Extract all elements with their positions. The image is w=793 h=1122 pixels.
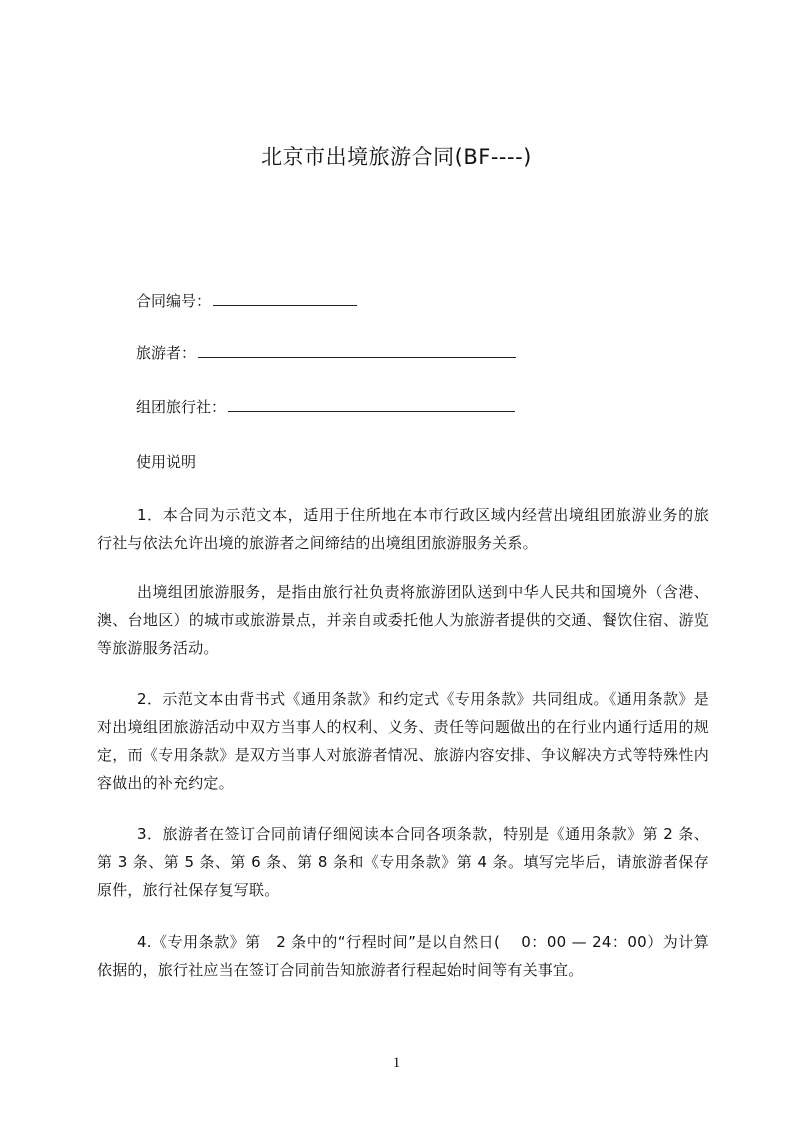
contract-number-blank[interactable] [213,290,357,306]
agency-field [136,396,515,418]
traveler-field [136,342,516,364]
paragraph-4: 3．旅游者在签订合同前请仔细阅读本合同各项条款，特别是《通用条款》第 2 条、第 3 条、第 5 条、第 6 条、第 8 条和《专用条款》第 4 条。填写完毕后，请旅游者保存原件，旅行社保存复写联。 [97,825,709,899]
traveler-label: 旅游者： [136,344,197,362]
contract-number-field [136,290,357,312]
paragraph-5: 4.《专用条款》第 2 条中的“行程时间”是以自然日( 0：00 — 24：00）为计算依据的，旅行社应当在签订合同前告知旅游者行程起始时间等有关事宜。 [97,933,709,979]
instructions-heading: 使用说明 [136,453,197,471]
traveler-blank[interactable] [198,342,516,358]
paragraph-3: 2．示范文本由背书式《通用条款》和约定式《专用条款》共同组成。《通用条款》是对出境组团旅游活动中双方当事人的权利、义务、责任等问题做出的在行业内通行适用的规定，而《专用条款》是双方当事人对旅游者情况、旅游内容安排、争议解决方式等特殊性内容做出的补充约定。 [97,690,709,792]
contract-number-label: 合同编号： [136,292,212,310]
paragraph-1: 1．本合同为示范文本，适用于住所地在本市行政区域内经营出境组团旅游业务的旅行社与依法允许出境的旅游者之间缔结的出境组团旅游服务关系。 [97,506,709,552]
page-number: 1 [392,1055,401,1071]
paragraph-2: 出境组团旅游服务，是指由旅行社负责将旅游团队送到中华人民共和国境外（含港、澳、台地区）的城市或旅游景点，并亲自或委托他人为旅游者提供的交通、餐饮住宿、游览等旅游服务活动。 [97,583,709,657]
agency-blank[interactable] [228,396,515,412]
document-title: 北京市出境旅游合同(BF----) [261,145,532,169]
agency-label: 组团旅行社： [136,398,227,416]
